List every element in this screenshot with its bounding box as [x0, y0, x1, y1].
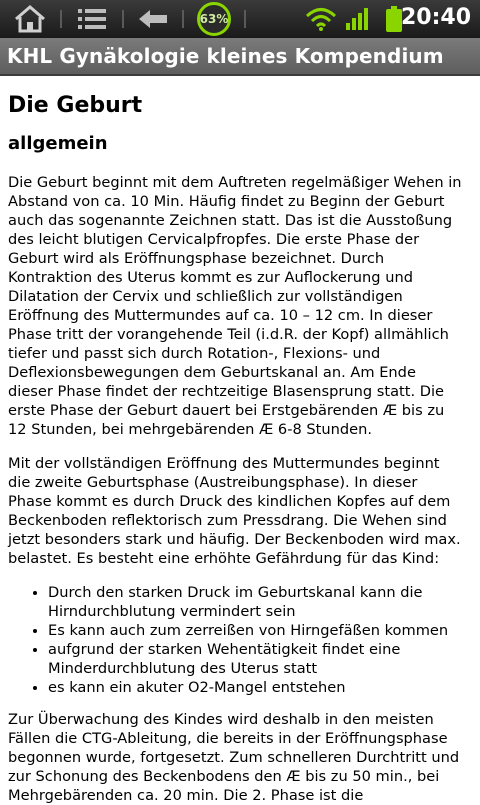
bullet-list	[8, 583, 465, 697]
status-bar	[0, 0, 480, 38]
wifi-icon	[304, 4, 338, 34]
list-item: • Durch den starken Druck im Geburtskanal kann die Hirndurchblutung vermindert sein	[48, 583, 465, 621]
home-icon[interactable]	[12, 4, 48, 34]
clock: 20:40	[400, 5, 471, 30]
app-title: KHL Gynäkologie kleines Kompendium	[7, 44, 444, 68]
back-arrow-icon[interactable]	[136, 4, 170, 34]
article-paragraph: Die Geburt beginnt mit dem Auftreten regelmäßiger Wehen in Abstand von ca. 10 Min. Häufig findet zu Beginn der Geburt auch das sogenannte Zeichnen statt. Das ist die Ausstoßung des leicht blutigen Cervicalpfropfes. Die erste Phase der Geburt wird als Eröffnungsphase bezeichnet. Durch Kontraktion des Uterus kommt es zur Auflockerung und Dilatation der Cervix und schließlich zur vollständigen Eröffnung des Muttermundes auf ca. 10 – 12 cm. In dieser Phase tritt der vorangehende Teil (i.d.R. der Kopf) allmählich tiefer und passt sich durch Rotation-, Flexions- und Deflexionsbewegungen dem Geburtskanal an. Am Ende dieser Phase findet der rechtzeitige Blasensprung statt. Die erste Phase der Geburt dauert bei Erstgebärenden Æ bis zu 12 Stunden, bei mehrgebärenden Æ 6-8 Stunden.	[8, 173, 462, 438]
status-divider	[122, 10, 124, 28]
article-paragraph: Mit der vollständigen Eröffnung des Muttermundes beginnt die zweite Geburtsphase (Austreibungsphase). In dieser Phase kommt es durch Druck des kindlichen Kopfes auf dem Beckenboden reflektorisch zum Pressdrang. Die Wehen sind jetzt besonders stark und häufig. Der Beckenboden wird max. belastet. Es besteht eine erhöhte Gefährdung für das Kind:	[8, 454, 461, 567]
article-title: Die Geburt	[8, 93, 143, 118]
list-item: • es kann ein akuter O2-Mangel entstehen	[48, 678, 465, 697]
battery-percent-indicator: 63%	[197, 2, 231, 36]
article-paragraph: Zur Überwachung des Kindes wird deshalb in den meisten Fällen die CTG-Ableitung, die bereits in der Eröffnungsphase begonnen wurde, fortgesetzt. Zum schnelleren Durchtritt und zur Schonung des Beckenbodens den Æ bis zu 50 min., bei Mehrgebärenden ca. 20 min. Die 2. Phase ist die	[8, 710, 460, 804]
status-divider	[244, 10, 246, 28]
app-title-bar	[0, 38, 480, 76]
menu-list-icon[interactable]	[76, 4, 108, 34]
list-item: • aufgrund der starken Wehentätigkeit findet eine Minderdurchblutung des Uterus statt	[48, 640, 465, 678]
status-divider	[182, 10, 184, 28]
list-item: • Es kann auch zum zerreißen von Hirngefäßen kommen	[48, 621, 465, 640]
status-divider	[60, 10, 62, 28]
section-heading: allgemein	[8, 133, 108, 155]
signal-strength-icon	[344, 4, 372, 34]
article-content[interactable]	[0, 76, 480, 805]
